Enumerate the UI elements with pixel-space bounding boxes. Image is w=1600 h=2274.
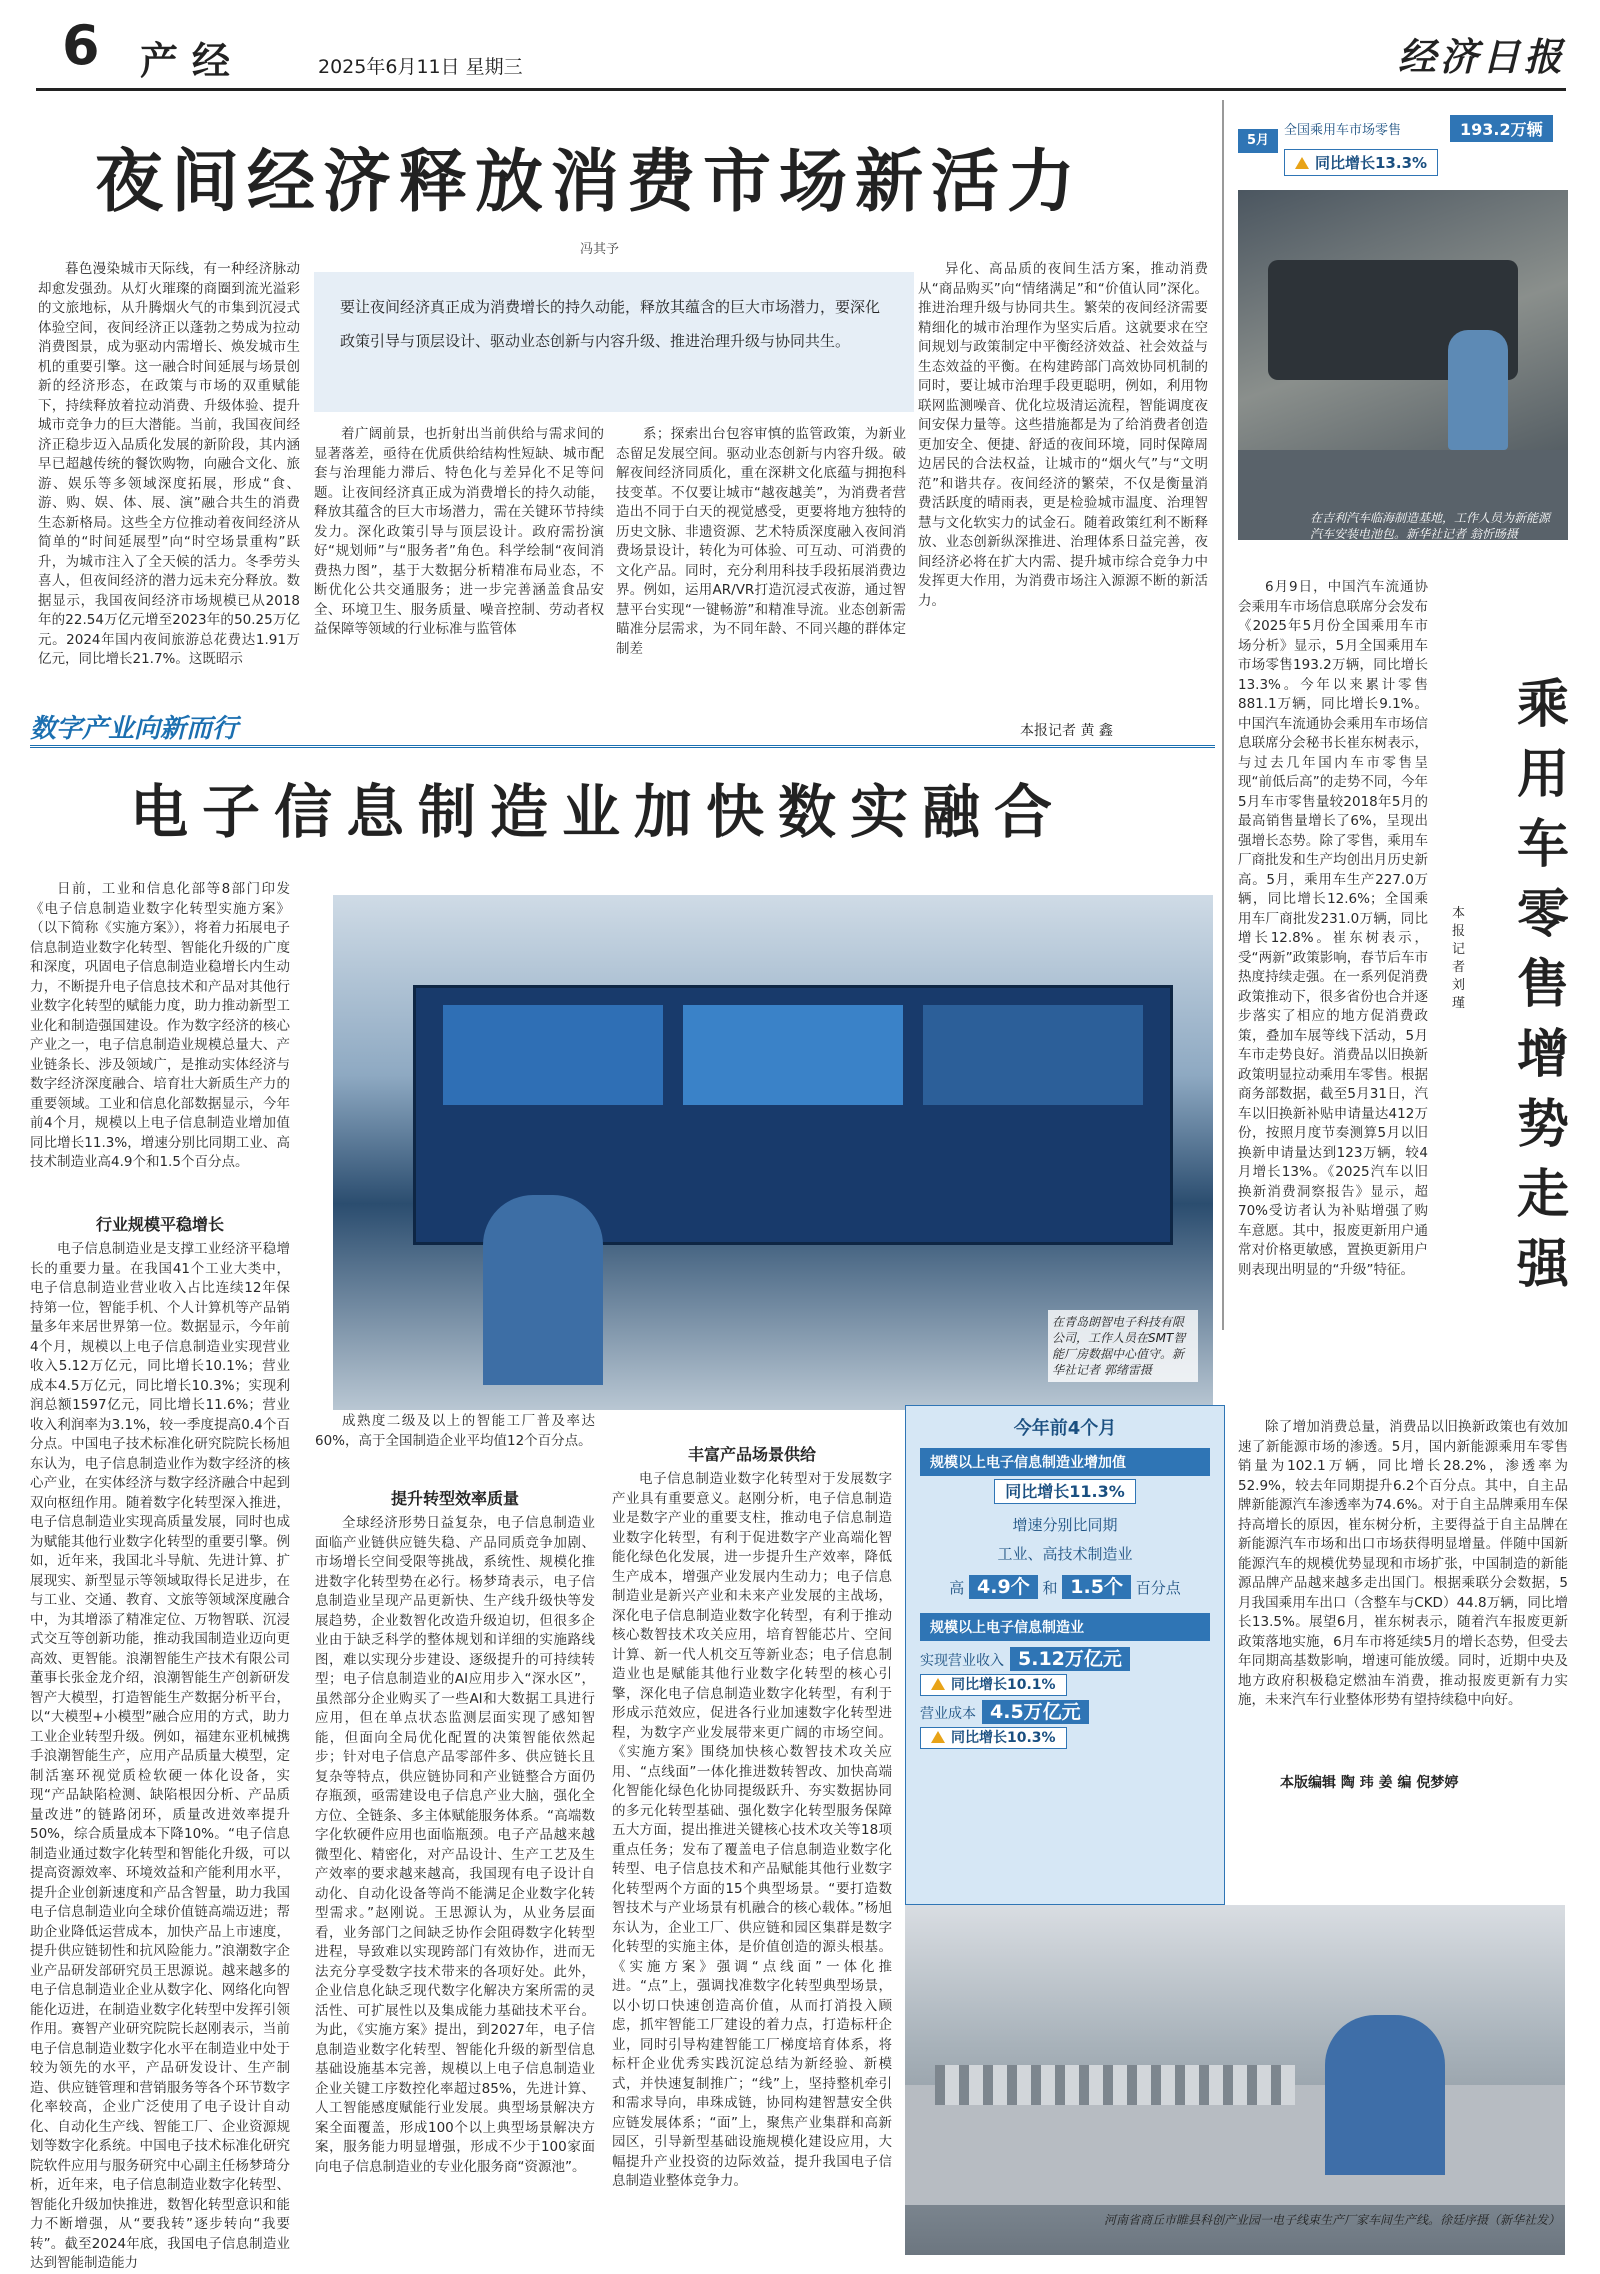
infobox-title: 今年前4个月 <box>1013 1418 1117 1439</box>
subhead-2: 提升转型效率质量 <box>390 1489 519 1508</box>
top-col-3: 系；探索出台包容审慎的监管政策，为新业态留足发展空间。驱动业态创新与内容升级。破解夜间经济同质化，重在深耕文化底蕴与拥抱科技变革。不仅要让城市“越夜越美”，为消费者营造出不同于白天的视觉感受，更要将地方独特的历史文脉、非遗资源、艺术特质深度融入夜间消费场景设计，转化为可体验、可互动、可消费的文化产品。同时，充分利用科技手段拓展消费边界。例如，运用AR/VR打造沉浸式夜游，通过智慧平台实现“一键畅游”和精准导流。业态创新需瞄准分层需求，为不同年龄、不同兴趣的群体定制差 <box>616 426 906 657</box>
editors-credit: 本版编辑 陶 玮 姜 编 倪梦婷 <box>1280 1775 1459 1791</box>
wiring-factory-photo <box>905 1905 1565 2255</box>
subhead-3: 丰富产品场景供给 <box>687 1445 816 1464</box>
auto-byline: 本报记者 刘瑾 <box>1452 906 1466 1011</box>
section-banner: 数字产业向新而行 <box>30 708 1215 748</box>
auto-col-2: 除了增加消费总量，消费品以旧换新政策也有效加速了新能源市场的渗透。5月，国内新能源乘用车零售销量为102.1万辆，同比增长28.2%，渗透率为52.9%，较去年同期提升6.2个百分点。其中，自主品牌新能源汽车渗透率为74.6%。对于自主品牌乘用车保持高增长的原因，崔东树分析，主要得益于自主品牌在新能源汽车市场和出口市场获得明显增量。伴随中国新能源汽车的规模优势显现和市场扩张，中国制造的新能源品牌产品越来越多走出国门。根据乘联分会数据，5月我国乘用车出口（含整车与CKD）44.8万辆，同比增长13.5%。展望6月，崔东树表示，随着汽车报废更新政策落地实施，6月车市将延续5月的增长态势，但受去年同期高基数影响，增速可能放缓。同时，近期中央及地方政府积极稳定燃油车消费，推动报废更新有力实施，未来汽车行业整体形势有望持续稳中向好。 <box>1238 1419 1568 1708</box>
newspaper-logo: 经济日报 <box>1397 34 1566 79</box>
top-col-2: 着广阔前景，也折射出当前供给与需求间的显著落差，亟待在优质供给结构性短缺、城市配套与治理能力滞后、特色化与差异化不足等问题。让夜间经济真正成为消费增长的持久动能，释放其蕴含的巨大市场潜力，需在关键环节持续发力。深化政策引导与顶层设计。政府需扮演好“规划师”与“服务者”角色。科学绘制“夜间消费热力图”，基于大数据分析精准布局业态，不断优化公共交通服务；进一步完善涵盖食品安全、环境卫生、服务质量、噪音控制、劳动者权益保障等领域的行业标准与监管体 <box>314 426 604 637</box>
page-number: 6 <box>62 14 100 77</box>
digital-headline: 电子信息制造业加快数实融合 <box>130 778 1067 846</box>
stats-infobox <box>905 1405 1225 1905</box>
auto-col-1: 6月9日，中国汽车流通协会乘用车市场信息联席分会发布《2025年5月份全国乘用车市场分析》显示，5月全国乘用车市场零售193.2万辆，同比增长13.3%。今年以来累计零售881.1万辆，同比增长9.1%。中国汽车流通协会乘用车市场信息联席分会秘书长崔东树表示，与过去几年国内车市零售呈现“前低后高”的走势不同，今年5月车市零售量较2018年5月的最高销售量增长了6%，呈现出强增长态势。除了零售，乘用车厂商批发和生产均创出月历史新高。5月，乘用车生产227.0万辆，同比增长12.6%；全国乘用车厂商批发231.0万辆，同比增长12.8%。崔东树表示，受“两新”政策影响，春节后车市热度持续走强。在一系列促消费政策推动下，很多省份也合并逐步落实了相应的地方促消费政策，叠加车展等线下活动，5月车市走势良好。消费品以旧换新政策明显拉动乘用车零售。根据商务部数据，截至5月31日，汽车以旧换新补贴申请量达412万份，按照月度节奏测算5月以旧换新申请量达到123万辆，较4月增长13%。《2025汽车以旧换新消费洞察报告》显示，超70%受访者认为补贴增强了购车意愿。其中，报废更新用户通常对价格更敏感，置换更新用户则表现出明显的“升级”特征。 <box>1238 579 1428 1278</box>
subhead-1: 行业规模平稳增长 <box>95 1215 224 1234</box>
photo1-caption: 在青岛朗智电子科技有限公司，工作人员在SMT智能厂房数据中心值守。新华社记者 郭绪雷摄 <box>1048 1310 1198 1382</box>
banner-label: 全国乘用车市场零售 <box>1284 123 1402 138</box>
section-name: 产经 <box>140 38 245 83</box>
infobox-row2: 增速分别比同期 <box>1012 1516 1118 1534</box>
issue-date: 2025年6月11日 星期三 <box>318 56 523 78</box>
infobox-cost-growth: 同比增长10.3% <box>920 1727 1210 1747</box>
masthead-rule <box>36 88 1566 91</box>
up-triangle-icon <box>931 1678 945 1690</box>
auto-banner <box>1238 115 1568 183</box>
digital-mid-a: 成熟度二级及以上的智能工厂普及率达60%，高于全国制造企业平均值12个百分点。 <box>315 1413 595 1449</box>
infobox-row3-values: 高 4.9个 和 1.5个 百分点 <box>949 1576 1181 1598</box>
digital-reporter: 本报记者 黄 鑫 <box>1020 723 1113 739</box>
digital-mid2: 电子信息制造业数字化转型对于发展数字产业具有重要意义。赵刚分析，电子信息制造业是数字产业的重要支柱，推动电子信息制造业数字化转型，有利于促进数字产业高端化智能化绿色化发展，进一步提升生产效率，降低生产成本，增强产业发展内生动力；电子信息制造业是新兴产业和未来产业发展的主战场，深化电子信息制造业数字化转型，有利于推动核心数智技术攻关应用，培育智能芯片、空间计算、新一代人机交互等新业态；电子信息制造业也是赋能其他行业数字化转型的核心引擎，深化电子信息制造业数字化转型，有利于形成示范效应，促进各行业加速数字化转型进程，为数字产业发展带来更广阔的市场空间。《实施方案》围绕加快核心数智技术攻关应用、“点线面”一体化推进数转智改、加快高端化智能化绿色化协同提级跃升、夯实数据协同的多元化转型基础、强化数字化转型服务保障五大方面，提出推进关键核心技术攻关等18项重点任务；发布了覆盖电子信息制造业数字化转型、电子信息技术和产品赋能其他行业数字化转型两个方面的15个典型场景。“要打造数智技术与产业场景有机融合的核心载体。”杨旭东认为，企业工厂、供应链和园区集群是数字化转型的实施主体，是价值创造的源头根基。《实施方案》强调“点线面”一体化推进。“点”上，强调找准数字化转型典型场景，以小切口快速创造高价值，从而打消投入顾虑，抓牢智能工厂建设的着力点，打造标杆企业，同时引导构建智能工厂梯度培育体系，将标杆企业优秀实践沉淀总结为新经验、新模式，并快速复制推广；“线”上，坚持整机牵引和需求导向，串珠成链，协同构建智慧安全供应链发展体系；“面”上，聚焦产业集群和高新园区，引导新型基础设施规模化建设应用，大幅提升产业投资的边际效益，提升我国电子信息制造业整体竞争力。 <box>612 1471 892 2189</box>
column-divider <box>1222 100 1224 1330</box>
infobox-row1: 规模以上电子信息制造业增加值 <box>920 1448 1210 1476</box>
infobox-revenue: 实现营业收入 5.12万亿元 <box>920 1644 1210 1671</box>
photo2-caption: 河南省商丘市睢县科创产业园一电子线束生产厂家车间生产线。徐廷序摄（新华社发） <box>1103 2213 1560 2227</box>
banner-growth: 同比增长13.3% <box>1284 149 1438 176</box>
banner-value: 193.2万辆 <box>1450 115 1553 142</box>
up-triangle-icon <box>1295 157 1309 169</box>
digital-left-b: 电子信息制造业是支撑工业经济平稳增长的重要力量。在我国41个工业大类中，电子信息制造业营业收入占比连续12年保持第一位，智能手机、个人计算机等产品销量多年来居世界第一位。数据显示，今年前4个月，规模以上电子信息制造业实现营业收入5.12万亿元，同比增长10.1%；营业成本4.5万亿元，同比增长10.3%；实现利润总额1597亿元，同比增长11.6%；营业收入利润率为3.1%，较一季度提高0.4个百分点。中国电子技术标准化研究院院长杨旭东认为，电子信息制造业作为数字经济的核心产业，在实体经济与数字经济融合中起到双向枢纽作用。随着数字化转型深入推进，电子信息制造业实现高质量发展，同时也成为赋能其他行业数字化转型的重要引擎。例如，近年来，我国北斗导航、先进计算、扩展现实、新型显示等领域取得长足进步，在与工业、交通、教育、文旅等领域深度融合中，为其增添了精准定位、万物智联、沉浸式交互等创新功能，推动我国制造业迈向更高效、更智能。浪潮智能生产技术有限公司董事长张金龙介绍，浪潮智能生产创新研发智产大模型，打造智能生产数据分析平台，以“大模型+小模型”融合应用的方式，助力工业企业转型升级。例如，福建东亚机械携手浪潮智能生产，应用产品质量大模型，定制活塞环视觉质检软硬一体化设备，实现“产品缺陷检测、缺陷根因分析、产品质量改进”的链路闭环，质量改进效率提升50%，综合质量成本下降10%。“电子信息制造业通过数字化转型和智能化升级，可以提高资源效率、环境效益和产能利用水平，提升企业创新速度和产品含智量，助力我国电子信息制造业向全球价值链高端迈进；帮助企业降低运营成本，加快产品上市速度，提升供应链韧性和抗风险能力。”浪潮数字企业产品研发部研究员王思源说。越来越多的电子信息制造业企业从数字化、网络化向智能化迈进，在制造业数字化转型中发挥引领作用。赛智产业研究院院长赵刚表示，当前电子信息制造业数字化水平在制造业中处于较为领先的水平，产品研发设计、生产制造、供应链管理和营销服务等各个环节数字化率较高，企业广泛使用了电子设计自动化、自动化生产线、智能工厂、企业资源规划等数字化系统。中国电子技术标准化研究院软件应用与服务研究中心副主任杨梦琦分析，近年来，电子信息制造业数字化转型、智能化升级加快推进，数智化转型意识和能力不断增强，从“要我转”逐步转向“我要转”。截至2024年底，我国电子信息制造业达到智能制造能力 <box>30 1241 290 2271</box>
digital-left-a: 日前，工业和信息化部等8部门印发《电子信息制造业数字化转型实施方案》（以下简称《实施方案》），将着力拓展电子信息制造业数字化转型、智能化升级的广度和深度，巩固电子信息制造业稳增长内生动力，不断提升电子信息技术和产品对其他行业数字化转型的赋能力度，助力推动新型工业化和制造强国建设。作为数字经济的核心产业之一，电子信息制造业规模总量大、产业链条长、涉及领域广，是推动实体经济与数字经济深度融合、培育壮大新质生产力的重要领域。工业和信息化部数据显示，今年前4个月，规模以上电子信息制造业增加值同比增长11.3%，增速分别比同期工业、高技术制造业高4.9个和1.5个百分点。 <box>30 881 290 1170</box>
infobox-row4: 规模以上电子信息制造业 <box>920 1613 1210 1641</box>
digital-mid-b: 全球经济形势日益复杂，电子信息制造业面临产业链供应链失稳、产品同质竞争加剧、市场增长空间受限等挑战，系统性、规模化推进数字化转型势在必行。杨梦琦表示，电子信息制造业呈现产品更新快、生产线升级快等发展趋势，企业数智化改造升级迫切，但很多企业由于缺乏科学的整体规划和详细的实施路线图，难以实现分步建设、逐级提升的可持续转型；电子信息制造业的AI应用步入“深水区”，虽然部分企业购买了一些AI和大数据工具进行应用，但在单点状态监测层面实现了感知智能，但面向全局优化配置的决策智能依然起步；针对电子信息产品零部件多、供应链长且复杂等特点，供应链协同和产业链整合方面仍存瓶颈，亟需建设电子信息产业大脑，强化全方位、全链条、多主体赋能服务体系。“高端数字化软硬件应用也面临瓶颈。电子产品越来越微型化、精密化，对产品设计、生产工艺及生产效率的要求越来越高，我国现有电子设计自动化、自动化设备等尚不能满足企业数字化转型需求。”赵刚说。王思源认为，从业务层面看，业务部门之间缺乏协作会阻碍数字化转型进程，导致难以实现跨部门有效协作，进而无法充分享受数字技术带来的各项好处。此外，企业信息化缺乏现代数字化解决方案所需的灵活性、可扩展性以及集成能力基础技术平台。为此，《实施方案》提出，到2027年，电子信息制造业数字化转型、智能化升级的新型信息基础设施基本完善，规模以上电子信息制造业企业关键工序数控化率超过85%，先进计算、人工智能感度赋能行业发展。典型场景解决方案全面覆盖，形成100个以上典型场景解决方案，服务能力明显增强，形成不少于100家面向电子信息制造业的专业化服务商“资源池”。 <box>315 1515 595 2175</box>
up-triangle-icon <box>931 1731 945 1743</box>
infobox-row1-value: 同比增长11.3% <box>920 1479 1210 1502</box>
top-lead: 要让夜间经济真正成为消费增长的持久动能，释放其蕴含的巨大市场潜力，要深化政策引导与顶层设计、驱动业态创新与内容升级、推进治理升级与协同共生。 <box>340 298 881 350</box>
top-col-1: 暮色漫染城市天际线，有一种经济脉动却愈发强劲。从灯火璀璨的商圈到流光溢彩的文旅地标，从升腾烟火气的市集到沉浸式体验空间，夜间经济正以蓬勃之势成为拉动消费图景，成为驱动内需增长、焕发城市生机的重要引擎。这一融合时间延展与场景创新的经济形态，在政策与市场的双重赋能下，持续释放着拉动消费、升级体验、提升城市竞争力的巨大潜能。当前，我国夜间经济正稳步迈入品质化发展的新阶段，其内涵早已超越传统的餐饮购物，向融合文化、旅游、娱乐等多领域深度拓展，形成“食、游、购、娱、体、展、演”融合共生的消费生态新格局。这些全方位推动着夜间经济从简单的“时间延展型”向“时空场景重构”跃升，为城市注入了全天候的活力。冬季劳头喜人，但夜间经济的潜力远未充分释放。数据显示，我国夜间经济市场规模已从2018年的22.54万亿元增至2023年的50.25万亿元。2024年国内夜间旅游总花费达1.91万亿元，同比增长21.7%。这既昭示 <box>38 261 300 667</box>
top-byline: 冯其予 <box>580 242 620 257</box>
top-col-4: 异化、高品质的夜间生活方案，推动消费从“商品购买”向“情绪满足”和“价值认同”深化。推进治理升级与协同共生。繁荣的夜间经济需要精细化的城市治理作为坚实后盾。这就要求在空间规划与政策制定中平衡经济效益、社会效益与生态效益的平衡。在构建跨部门高效协同机制的同时，要让城市治理手段更聪明，例如，利用物联网监测噪音、优化垃圾清运流程，智能调度夜间安保力量等。这些措施都是为了给消费者创造更加安全、便捷、舒适的夜间环境，同时保障周边居民的合法权益，让城市的“烟火气”与“文明范”和谐共存。夜间经济的繁荣，不仅是衡量消费活跃度的晴雨表，更是检验城市温度、治理智慧与文化软实力的试金石。随着政策红利不断释放、业态创新纵深推进、治理体系日益完善，夜间经济必将在扩大内需、提升城市综合竞争力中发挥更大作用，为消费市场注入源源不断的新活力。 <box>918 261 1208 609</box>
banner-month: 5月 <box>1238 129 1278 153</box>
auto-headline: 乘用车零售增势走强 <box>1516 674 1569 1295</box>
infobox-cost: 营业成本 4.5万亿元 <box>920 1697 1210 1724</box>
top-headline: 夜间经济释放消费市场新活力 <box>95 143 1084 222</box>
infobox-revenue-growth: 同比增长10.1% <box>920 1674 1210 1694</box>
top-lead-box <box>314 272 914 412</box>
auto-photo-caption: 在吉利汽车临海制造基地，工作人员为新能源汽车安装电池包。新华社记者 翁忻旸摄 <box>1310 511 1551 541</box>
factory-photo <box>1238 190 1568 540</box>
infobox-row3: 工业、高技术制造业 <box>997 1545 1133 1563</box>
